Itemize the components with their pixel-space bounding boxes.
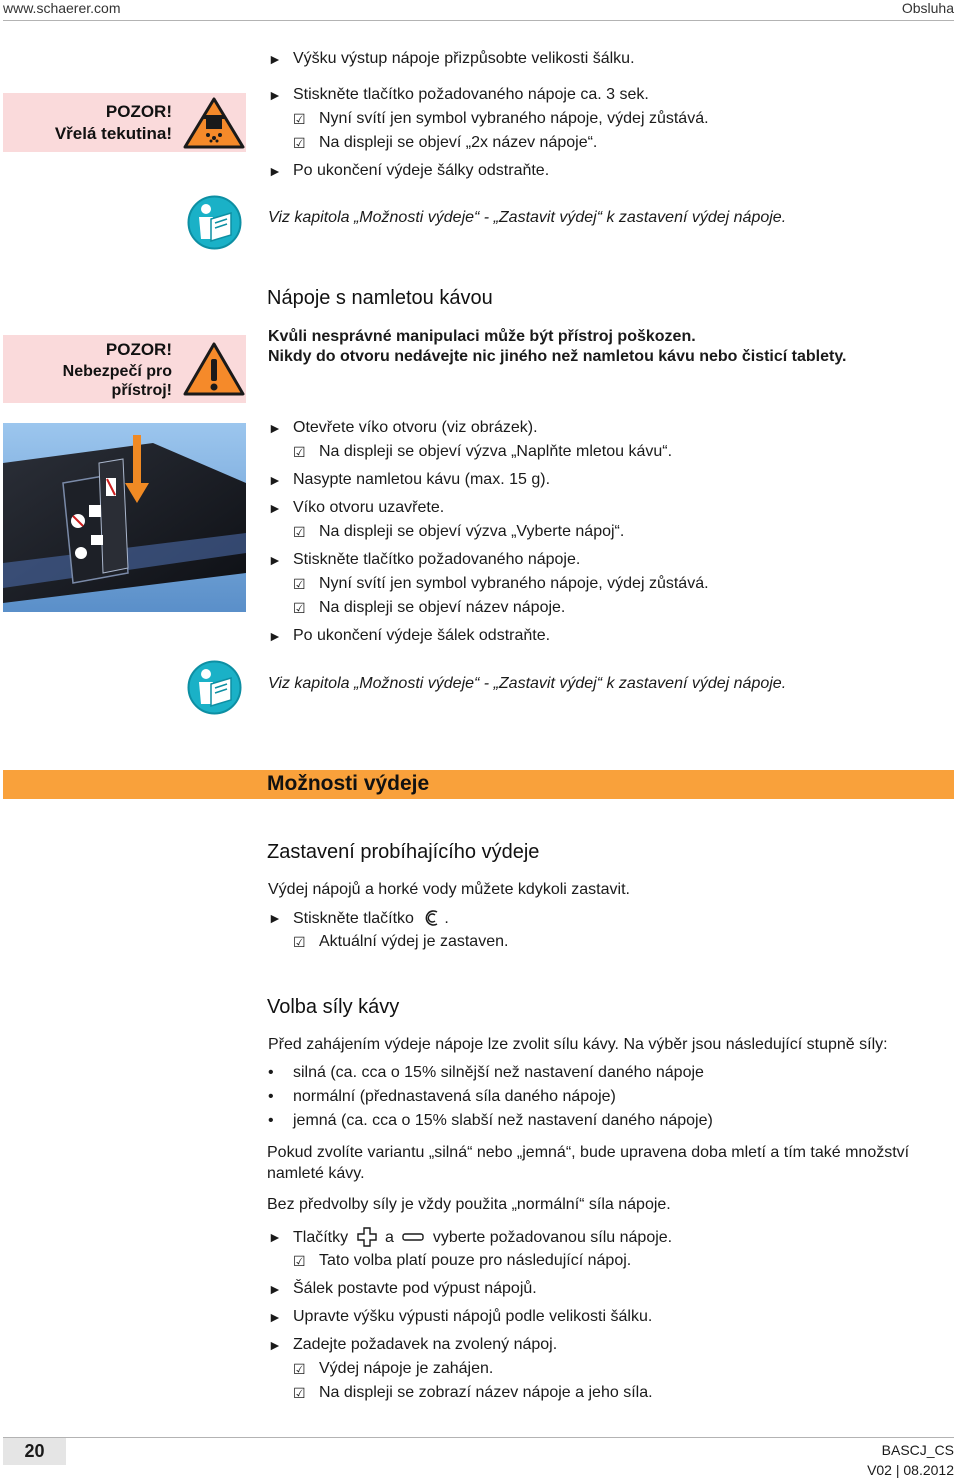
checkbox-icon: ☑ [293,444,306,460]
step-text: Šálek postavte pod výpust nápojů. [293,1280,537,1297]
arrow-bullet-icon: ► [268,1229,282,1245]
step-text: Výšku výstup nápoje přizpůsobte velikosti šálku. [293,50,635,67]
chapter-reference[interactable]: Viz kapitola „Možnosti výdeje“ - „Zastavit výdej“ k zastavení výdej nápoje. [268,209,787,226]
subsection-heading: Zastavení probíhajícího výdeje [267,841,540,863]
result-text: Aktuální výdej je zastaven. [319,933,509,950]
hot-liquid-warning [3,93,246,152]
arrow-bullet-icon: ► [268,552,282,568]
result-text: Na displeji se objeví výzva „Vyberte nápoj“. [319,523,625,540]
warning-detail-2: Nikdy do otvoru nedávejte nic jiného než namletou kávu nebo čisticí tablety. [268,348,847,365]
checkbox-icon: ☑ [293,600,306,616]
step-text-pre: Tlačítky [293,1229,349,1246]
result-text: Nyní svítí jen symbol vybraného nápoje, výdej zůstává. [319,575,709,592]
step-text-post: . [444,910,449,927]
step-text-pre: Stiskněte tlačítko [293,910,414,927]
arrow-bullet-icon: ► [268,1281,282,1297]
arrow-bullet-icon: ► [268,910,282,926]
checkbox-icon: ☑ [293,111,306,127]
step-text: Stiskněte tlačítko požadovaného nápoje. [293,551,581,568]
arrow-bullet-icon: ► [268,1337,282,1353]
arrow-bullet-icon: ► [268,472,282,488]
document-code: BASCJ_CS [881,1442,954,1458]
result-text: Na displeji se objeví „2x název nápoje“. [319,134,598,151]
exclamation-warning-icon [183,341,245,397]
checkbox-icon: ☑ [293,524,306,540]
chapter-reference[interactable]: Viz kapitola „Možnosti výdeje“ - „Zastavit výdej“ k zastavení výdej nápoje. [268,675,787,692]
bullet-icon: • [268,1088,274,1105]
step-text: Po ukončení výdeje šálky odstraňte. [293,162,550,179]
list-item: silná (ca. cca o 15% silnější než nastavení daného nápoje [293,1064,704,1081]
paragraph-line2: namleté kávy. [267,1165,365,1182]
warning-detail-1: Kvůli nesprávné manipulaci může být přístroj poškozen. [268,328,696,345]
chapter-heading-bar [3,770,954,799]
checkbox-icon: ☑ [293,1361,306,1377]
step-text: Zadejte požadavek na zvolený nápoj. [293,1336,558,1353]
step-text: Víko otvoru uzavřete. [293,499,445,516]
checkbox-icon: ☑ [293,1253,306,1269]
coffee-hopper-photo [3,423,246,612]
arrow-bullet-icon: ► [268,87,282,103]
step-text [293,1227,672,1248]
checkbox-icon: ☑ [293,1385,306,1401]
paragraph: Výdej nápojů a horké vody můžete kdykoli zastavit. [268,881,630,898]
arrow-bullet-icon: ► [268,420,282,436]
subsection-heading: Volba síly kávy [267,996,400,1018]
stop-button-icon [422,908,444,928]
plus-button-icon [356,1227,378,1247]
step-text-mid: a [385,1229,394,1246]
read-manual-icon [187,660,242,715]
device-damage-warning [3,335,246,403]
arrow-bullet-icon: ► [268,163,282,179]
checkbox-icon: ☑ [293,135,306,151]
read-manual-icon [187,195,242,250]
step-text: Po ukončení výdeje šálek odstraňte. [293,627,551,644]
step-text: Stiskněte tlačítko požadovaného nápoje ca. 3 sek. [293,86,649,103]
result-text: Nyní svítí jen symbol vybraného nápoje, výdej zůstává. [319,110,709,127]
arrow-bullet-icon: ► [268,1309,282,1325]
result-text: Na displeji se zobrazí název nápoje a jeho síla. [319,1384,653,1401]
step-text-post: vyberte požadovanou sílu nápoje. [432,1229,673,1246]
warning-text-line1: Nebezpečí pro [62,363,172,380]
step-text: Upravte výšku výpusti nápojů podle velikosti šálku. [293,1308,653,1325]
page-number: 20 [3,1438,66,1465]
header-divider [3,20,954,21]
warning-text: Vřelá tekutina! [54,124,172,143]
section-heading: Nápoje s namletou kávou [267,287,493,309]
result-text: Tato volba platí pouze pro následující nápoj. [319,1252,632,1269]
list-item: jemná (ca. cca o 15% slabší než nastavení daného nápoje) [293,1112,713,1129]
hot-liquid-warning-icon [183,97,245,149]
warning-title: POZOR! [105,340,172,359]
header-section: Obsluha [901,0,954,16]
paragraph: Bez předvolby síly je vždy použita „normální“ síla nápoje. [267,1196,671,1213]
paragraph: Před zahájením výdeje nápoje lze zvolit sílu kávy. Na výběr jsou následující stupně síly: [268,1036,888,1053]
step-text: Nasypte namletou kávu (max. 15 g). [293,471,551,488]
result-text: Na displeji se objeví název nápoje. [319,599,566,616]
checkbox-icon: ☑ [293,576,306,592]
result-text: Výdej nápoje je zahájen. [319,1360,494,1377]
paragraph-line1: Pokud zvolíte variantu „silná“ nebo „jemná“, bude upravena doba mletí a tím také množství [267,1144,910,1161]
result-text: Na displeji se objeví výzva „Naplňte mletou kávu“. [319,443,673,460]
warning-title: POZOR! [105,102,172,121]
header-website[interactable]: www.schaerer.com [3,0,121,16]
footer-divider [3,1437,954,1438]
arrow-bullet-icon: ► [268,500,282,516]
bullet-icon: • [268,1064,274,1081]
step-text: Otevřete víko otvoru (viz obrázek). [293,419,538,436]
checkbox-icon: ☑ [293,934,306,950]
document-version: V02 | 08.2012 [867,1462,954,1478]
arrow-bullet-icon: ► [268,628,282,644]
minus-button-icon [401,1227,425,1247]
list-item: normální (přednastavená síla daného nápoje) [293,1088,616,1105]
step-text [293,908,449,929]
bullet-icon: • [268,1112,274,1129]
chapter-heading: Možnosti výdeje [267,772,430,795]
warning-text-line2: přístroj! [111,382,172,399]
arrow-bullet-icon: ► [268,51,282,67]
